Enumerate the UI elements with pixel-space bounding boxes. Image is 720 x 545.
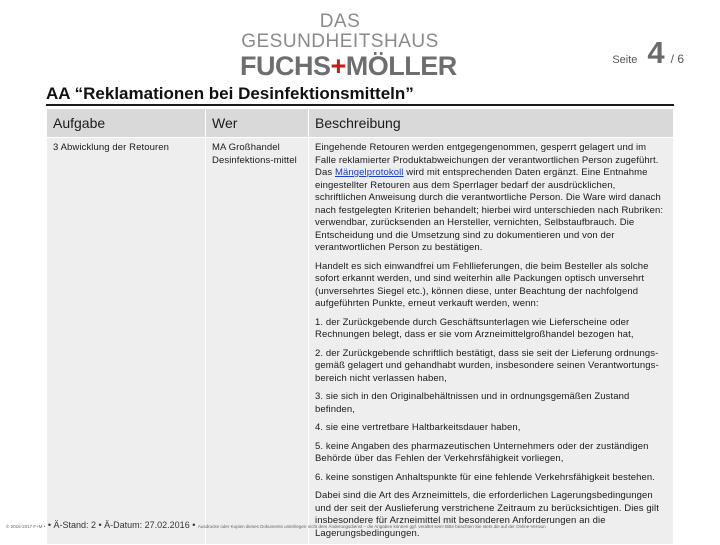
table-row xyxy=(47,138,674,545)
page-footer xyxy=(6,520,714,530)
page-indicator xyxy=(612,35,684,70)
page-total: / 6 xyxy=(670,52,684,66)
desc-condition-5: 5. keine Angaben des pharmazeutischen Unternehmers oder der zuständigen Behörde über das Fehlen der Verkehrsfähigkeit vorliegen, xyxy=(315,440,649,464)
page-title: AA “Reklamationen bei Desinfektionsmitteln” xyxy=(46,84,414,103)
desc-paragraph-1: Eingehende Retouren werden entgegengenommen, gesperrt gelagert und im Falle reklamierter Produktabweichungen der verantwortlichen Person zugeführt. Das Mängelprotokoll wird mit entsprechenden Daten ergänzt. Eine Entnahme eingestellter Retouren aus dem Sperrlager bedarf der ausdrücklichen, schriftlichen Anweisung durch die verantwortliche Person. Die Ware wird danach nach festgelegten Kriterien behandelt; hierbei wird unterschieden nach Rubriken: verwendbar, zurücksenden an Hersteller, vernichten, Selbstaufbrauch. Die Entscheidung und die Umsetzung sind zu dokumentieren und von der verantwortlichen Person zu bestätigen. xyxy=(315,142,664,253)
desc-condition-3: 3. sie sich in den Originalbehältnissen und in ordnungsgemäßen Zustand befinden, xyxy=(315,391,630,415)
desc-condition-1: 1. der Zurückgebende durch Geschäftsunterlagen wie Lieferscheine oder Rechnungen belegt, dass er sie vom Arzneimittelgroßhandel bezogen hat, xyxy=(315,316,634,340)
table-header-row xyxy=(47,109,674,138)
desc-paragraph-2: Handelt es sich einwandfrei um Fehllieferungen, die beim Besteller als solche sofort erkannt werden, und sind weiterhin alle Packungen optisch unversehrt (unversehrtes Siegel etc.), können diese, unter Beachtung der nachfolgend aufgeführten Punkte, erneut verkauft werden, wenn: xyxy=(315,260,649,309)
desc-condition-4: 4. sie eine vertretbare Haltbarkeitsdauer haben, xyxy=(315,422,521,433)
title-divider xyxy=(46,104,674,106)
maengelprotokoll-link[interactable]: Mängelprotokoll xyxy=(334,167,404,178)
logo-tagline: DAS GESUNDHEITSHAUS xyxy=(241,11,439,52)
task-cell: 3 Abwicklung der Retouren xyxy=(47,138,206,545)
responsible-cell: MA Großhandel Desinfektions-mittel xyxy=(206,138,309,545)
company-logo xyxy=(240,11,457,81)
header-wer: Wer xyxy=(206,109,309,138)
footer-disclaimer: Ausdrucke oder Kopien dieses Dokuments unterliegen nicht dem Änderungsdienst – die Angaben können ggf. veraltet sein! Bitte beachten Sie stets die auf der Online-Version xyxy=(197,524,546,529)
footer-copyright: © 2016-2017 F+M • xyxy=(6,524,46,529)
description-cell xyxy=(309,138,674,545)
header-aufgabe: Aufgabe xyxy=(47,109,206,138)
procedure-table xyxy=(46,108,674,545)
desc-paragraph-final: Dabei sind die Art des Arzneimittels, die erforderlichen Lagerungsbedingungen und der seit der Auslieferung verstrichene Zeitraum zu berücksichtigen. Dies gilt insbesondere für Arzneimittel mit besonderen Anforderungen an die Lagerungsbedingungen. xyxy=(315,490,659,539)
header-beschreibung: Beschreibung xyxy=(309,109,674,138)
page-current: 4 xyxy=(647,35,665,70)
logo-wordmark: FUCHS+MÖLLER xyxy=(240,51,457,81)
desc-condition-2: 2. der Zurückgebende schriftlich bestätigt, dass sie seit der Lieferung ordnungs-gemäß gelagert und gehandhabt wurden, insbesondere seinen Verantwortungs-bereich nicht verlassen haben, xyxy=(315,347,659,384)
logo-plus-mark: + xyxy=(330,51,346,81)
page-label: Seite xyxy=(612,54,638,66)
footer-revision: • Ä-Stand: 2 • Ä-Datum: 27.02.2016 • xyxy=(47,520,196,530)
desc-condition-6: 6. keine sonstigen Anhaltspunkte für eine fehlende Verkehrsfähigkeit bestehen. xyxy=(315,471,656,483)
